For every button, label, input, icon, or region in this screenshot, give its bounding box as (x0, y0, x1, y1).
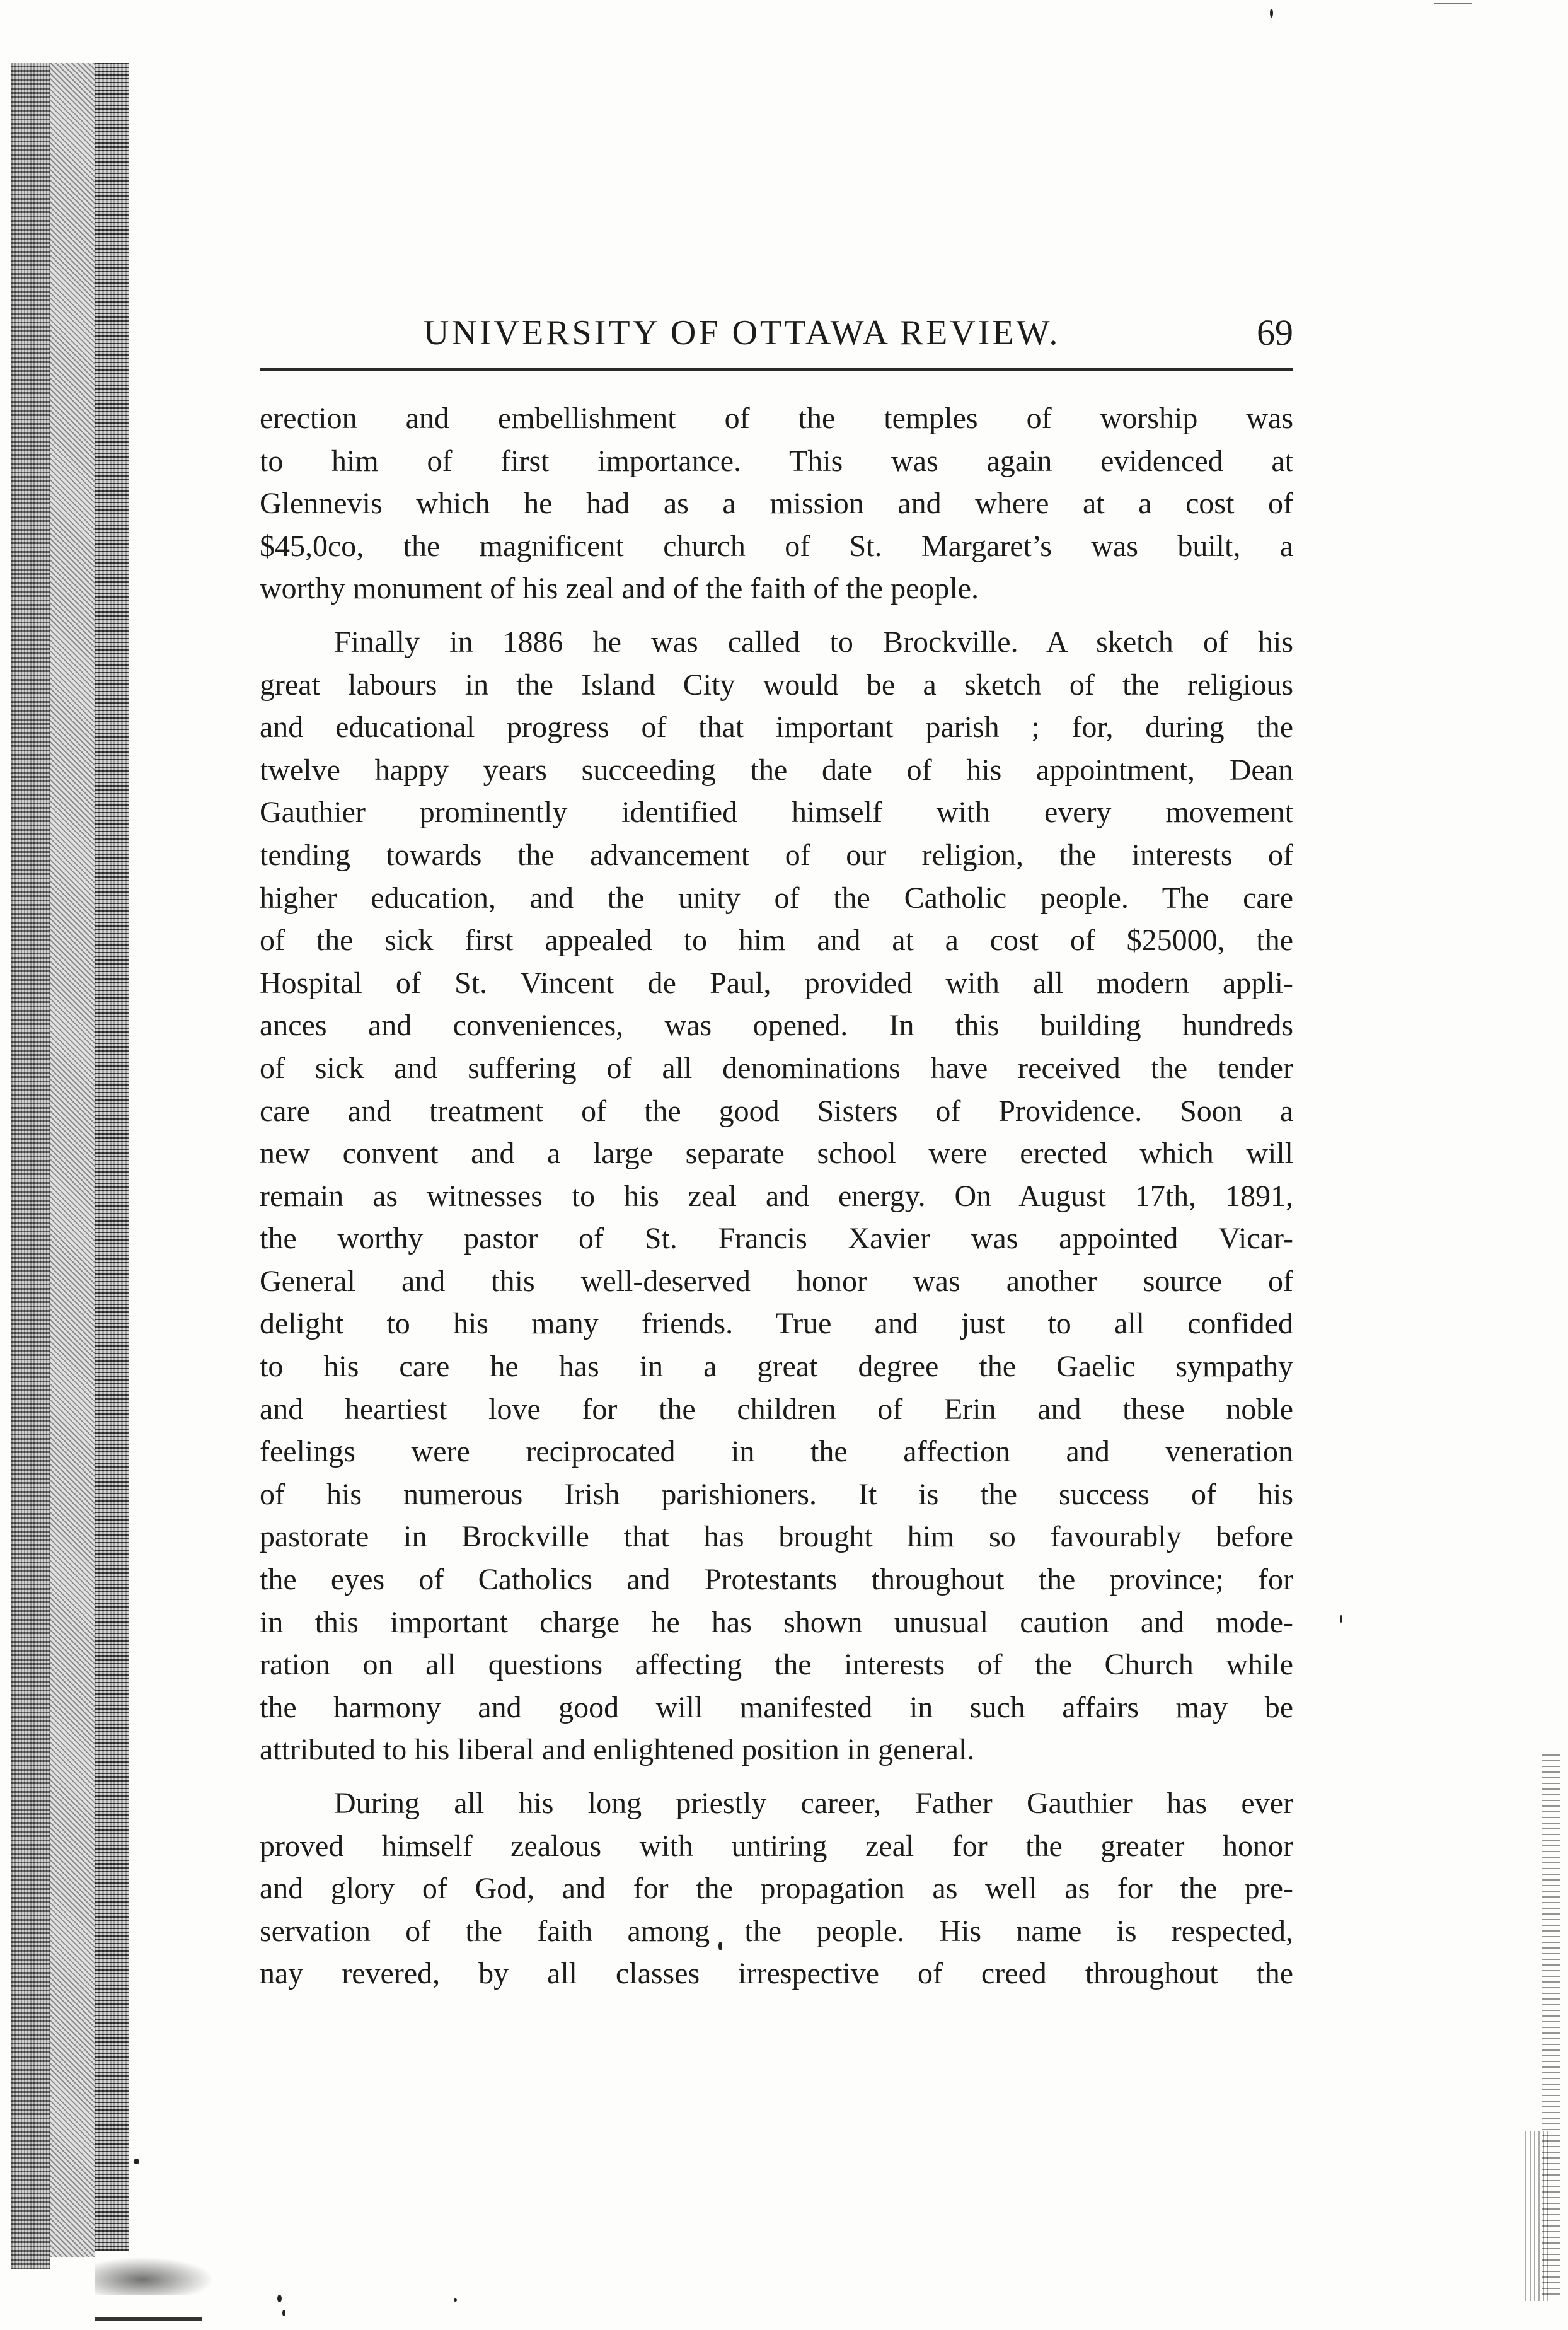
text-line: in this important charge he has shown unusual caution and mode- (260, 1605, 1293, 1639)
text-line: attributed to his liberal and enlightened position in general. (260, 1733, 975, 1767)
text-line: proved himself zealous with untiring zeal for the greater honor (260, 1829, 1293, 1863)
text-line: Finally in 1886 he was called to Brockville. A sketch of his (334, 625, 1293, 659)
text-line: Gauthier prominently identified himself with every movement (260, 796, 1293, 830)
running-head (260, 308, 1293, 358)
text-line: higher education, and the unity of the Catholic people. The care (260, 881, 1293, 915)
paragraph (260, 397, 1293, 610)
article-body (260, 397, 1293, 1995)
text-line: feelings were reciprocated in the affection and veneration (260, 1435, 1293, 1469)
scan-speck (1270, 9, 1273, 18)
paragraph (260, 621, 1293, 1771)
text-line: great labours in the Island City would be a sketch of the religious (260, 668, 1293, 702)
scan-speck (277, 2295, 282, 2302)
text-line: erection and embellishment of the temples of worship was (260, 402, 1293, 435)
text-line: During all his long priestly career, Father Gauthier has ever (334, 1787, 1293, 1820)
text-line: $45,0co, the magnificent church of St. Margaret’s was built, a (260, 529, 1293, 563)
text-line: to his care he has in a great degree the Gaelic sympathy (260, 1350, 1293, 1384)
scan-speck (454, 2298, 457, 2302)
text-line: General and this well-deserved honor was another source of (260, 1264, 1293, 1298)
text-line: twelve happy years succeeding the date of his appointment, Dean (260, 753, 1293, 787)
running-title: UNIVERSITY OF OTTAWA REVIEW. (424, 313, 1061, 352)
text-line: and educational progress of that important parish ; for, during the (260, 710, 1293, 745)
binding-edge-scan-artifact (11, 63, 50, 2269)
text-line: of his numerous Irish parishioners. It is the success of his (260, 1477, 1293, 1511)
binding-edge-scan-artifact (95, 63, 129, 2251)
text-line: nay revered, by all classes irrespective of creed throughout the (260, 1957, 1293, 1991)
text-line: tending towards the advancement of our religion, the interests of (260, 838, 1293, 872)
text-line: to him of first importance. This was again evidenced at (260, 444, 1293, 478)
binding-edge-scan-artifact (50, 63, 95, 2257)
text-line: care and treatment of the good Sisters of Providence. Soon a (260, 1094, 1293, 1128)
text-line: and glory of God, and for the propagation as well as for the pre- (260, 1872, 1293, 1906)
text-line: Hospital of St. Vincent de Paul, provided with all modern appli- (260, 966, 1293, 1000)
scan-edge-mark (95, 2317, 202, 2321)
paragraph (260, 1782, 1293, 1995)
scan-speck (282, 2310, 285, 2316)
scan-speck (134, 2159, 139, 2164)
text-line: ances and conveniences, was opened. In this building hundreds (260, 1009, 1293, 1043)
text-line: remain as witnesses to his zeal and energy. On August 17th, 1891, (260, 1179, 1293, 1213)
text-line: the eyes of Catholics and Protestants throughout the province; for (260, 1563, 1293, 1597)
text-line: delight to his many friends. True and just to all confided (260, 1307, 1293, 1341)
text-line: the worthy pastor of St. Francis Xavier was appointed Vicar- (260, 1222, 1293, 1256)
scan-speck (1434, 3, 1472, 4)
paragraph-gap (260, 1771, 1293, 1782)
text-line: worthy monument of his zeal and of the faith of the people. (260, 572, 979, 606)
header-rule (260, 368, 1293, 371)
text-line: servation of the faith among the people. His name is respected, (260, 1914, 1293, 1948)
text-line: of sick and suffering of all denominations have received the tender (260, 1051, 1293, 1085)
scan-speck (1340, 1615, 1342, 1623)
text-line: the harmony and good will manifested in such affairs may be (260, 1690, 1293, 1724)
paragraph-gap (260, 610, 1293, 621)
text-line: Glennevis which he had as a mission and where at a cost of (260, 487, 1293, 521)
scan-noise-right-edge (1525, 2131, 1550, 2301)
text-line: pastorate in Brockville that has brought him so favourably before (260, 1520, 1293, 1554)
text-line: of the sick first appealed to him and at a cost of $25000, the (260, 924, 1293, 958)
text-line: new convent and a large separate school were erected which will (260, 1137, 1293, 1171)
page-number: 69 (1257, 312, 1293, 353)
text-line: and heartiest love for the children of Erin and these noble (260, 1392, 1293, 1426)
scan-smudge (95, 2257, 214, 2295)
text-line: ration on all questions affecting the interests of the Church while (260, 1648, 1293, 1682)
